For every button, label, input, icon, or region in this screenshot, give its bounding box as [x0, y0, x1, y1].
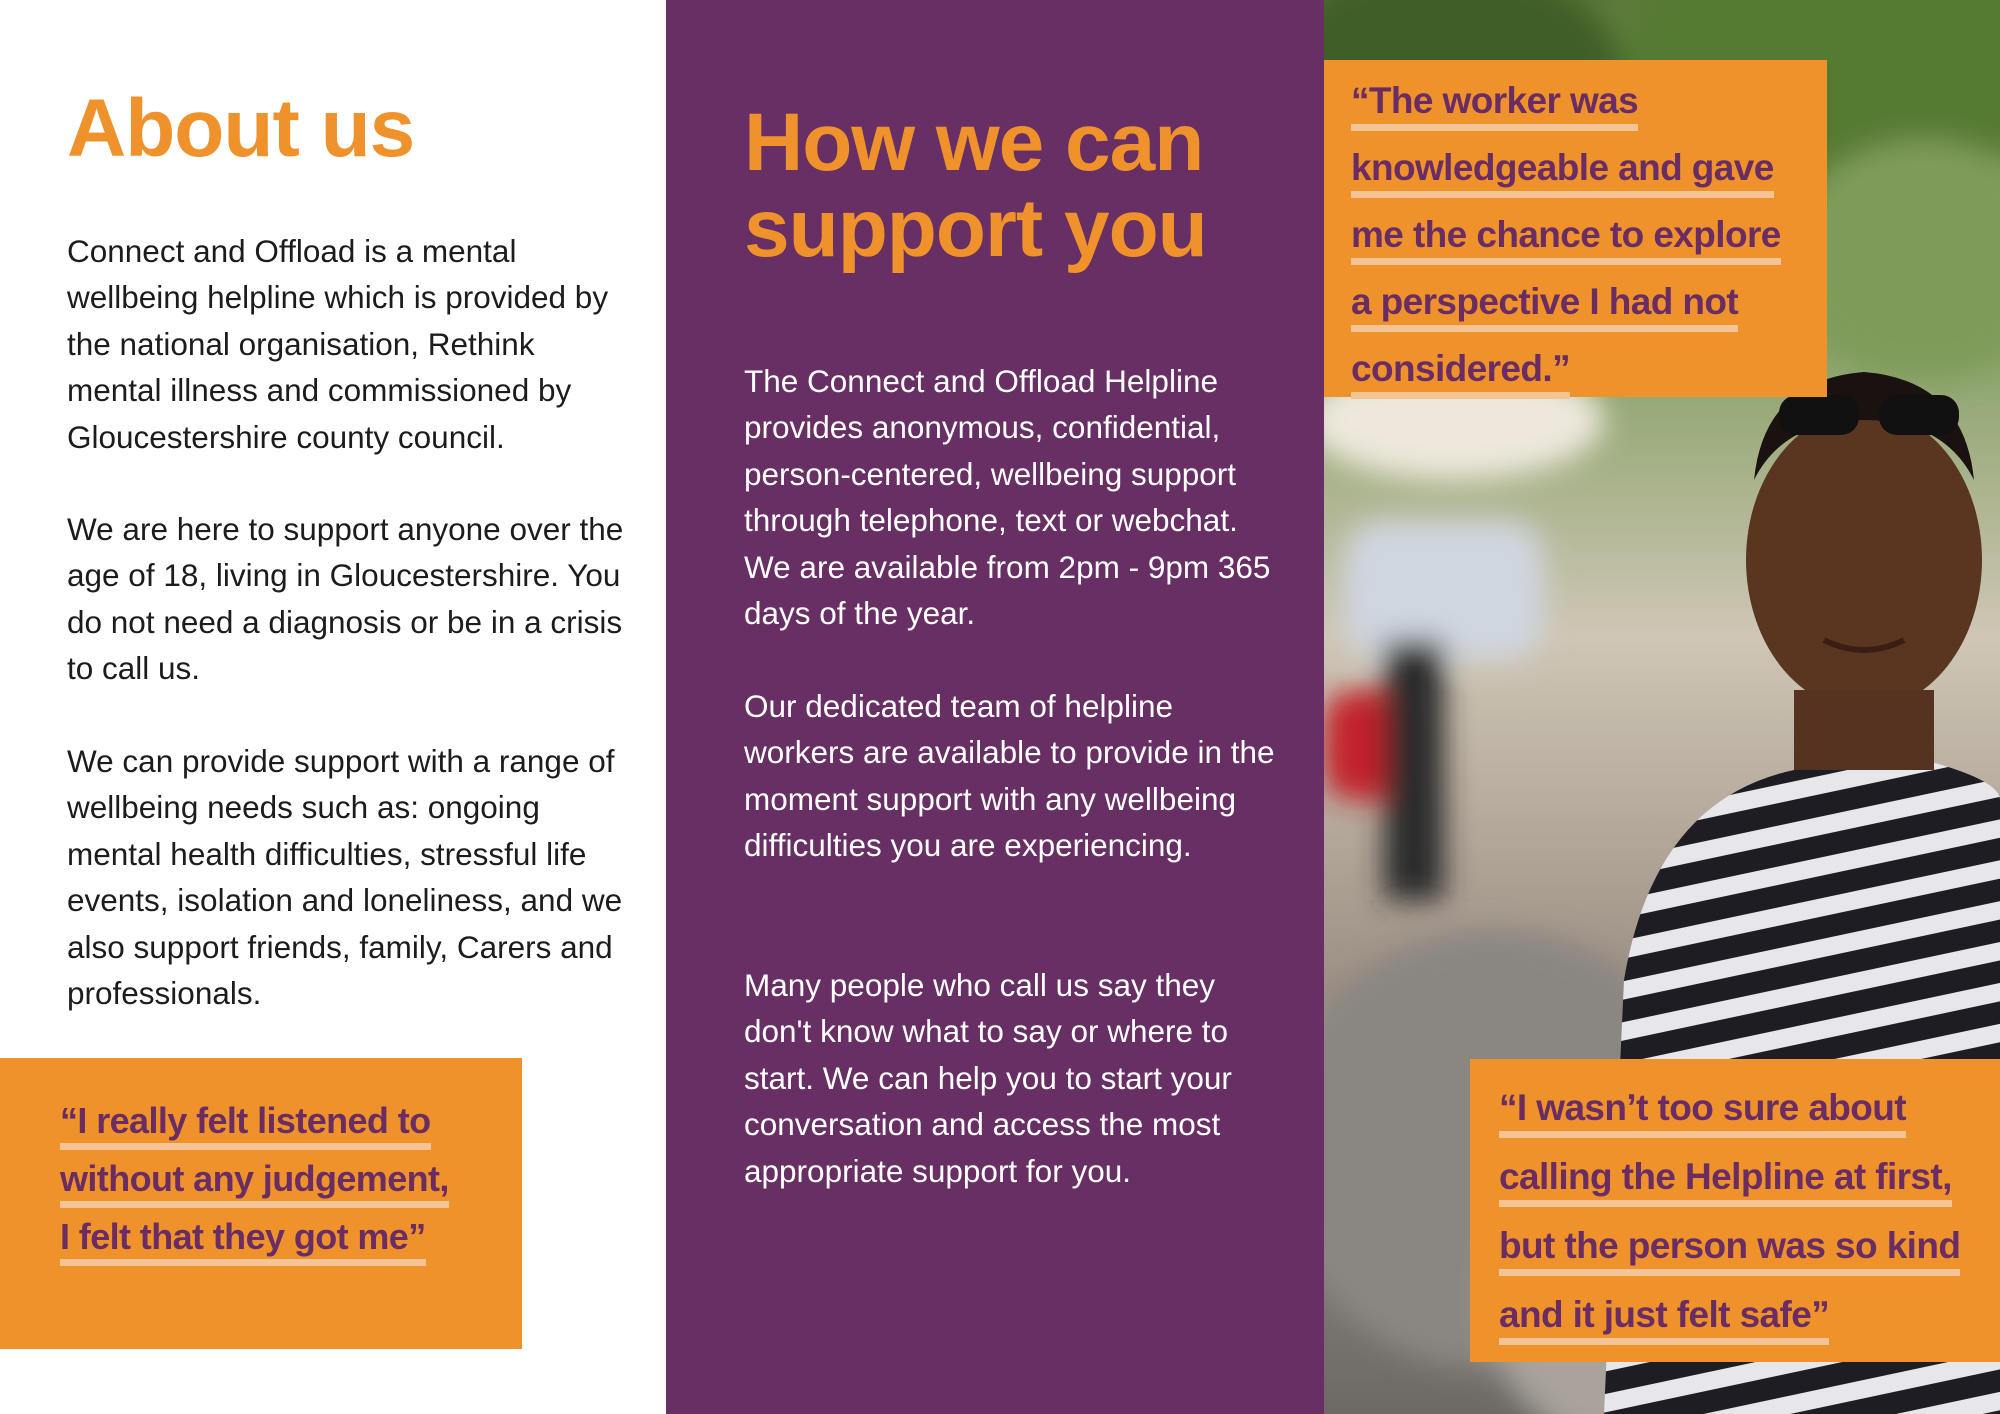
quote-line: “I really felt listened to: [60, 1099, 431, 1150]
testimonial-box-top: [1324, 60, 1827, 397]
quote-line: I felt that they got me”: [60, 1215, 426, 1266]
testimonial-box-bottom: [1470, 1059, 2000, 1362]
quote-line: but the person was so kind: [1499, 1223, 1960, 1276]
support-column: [666, 0, 1324, 1414]
about-paragraph-2: We are here to support anyone over the age of 18, living in Gloucestershire. You do not need a diagnosis or be in a crisis to call us.: [67, 511, 624, 687]
quote-line: “I wasn’t too sure about: [1499, 1085, 1906, 1138]
about-paragraph-3: We can provide support with a range of wellbeing needs such as: ongoing mental health difficulties, stressful life events, isolation and loneliness, and we also support friends, family, Carers and professionals.: [67, 743, 623, 1012]
quote-line: me the chance to explore: [1351, 212, 1781, 265]
support-paragraph-3: Many people who call us say they don't know what to say or where to start. We can help you to start your conversation and access the most appropriate support for you.: [744, 967, 1232, 1189]
testimonial-box-left: [0, 1058, 522, 1349]
support-paragraph-2: Our dedicated team of helpline workers are available to provide in the moment support with any wellbeing difficulties you are experiencing.: [744, 688, 1275, 864]
testimonial-quote-left: [60, 1099, 522, 1273]
support-paragraph-1: The Connect and Offload Helpline provides anonymous, confidential, person-centered, wellbeing support through telephone, text or webchat. We are available from 2pm - 9pm 365 days of the year.: [744, 363, 1271, 632]
about-paragraph-1: Connect and Offload is a mental wellbeing helpline which is provided by the national organisation, Rethink mental illness and commissioned by Gloucestershire county council.: [67, 233, 609, 455]
about-title: About us: [67, 83, 415, 174]
quote-line: calling the Helpline at first,: [1499, 1154, 1952, 1207]
quote-line: “The worker was: [1351, 78, 1638, 131]
quote-line: knowledgeable and gave: [1351, 145, 1774, 198]
quote-line: without any judgement,: [60, 1157, 449, 1208]
testimonial-quote-top: [1351, 78, 1827, 413]
quote-line: a perspective I had not: [1351, 279, 1738, 332]
testimonial-quote-bottom: [1499, 1085, 2000, 1361]
quote-line: and it just felt safe”: [1499, 1292, 1829, 1345]
quote-line: considered.”: [1351, 346, 1570, 399]
support-title: How we can support you: [744, 97, 1207, 274]
